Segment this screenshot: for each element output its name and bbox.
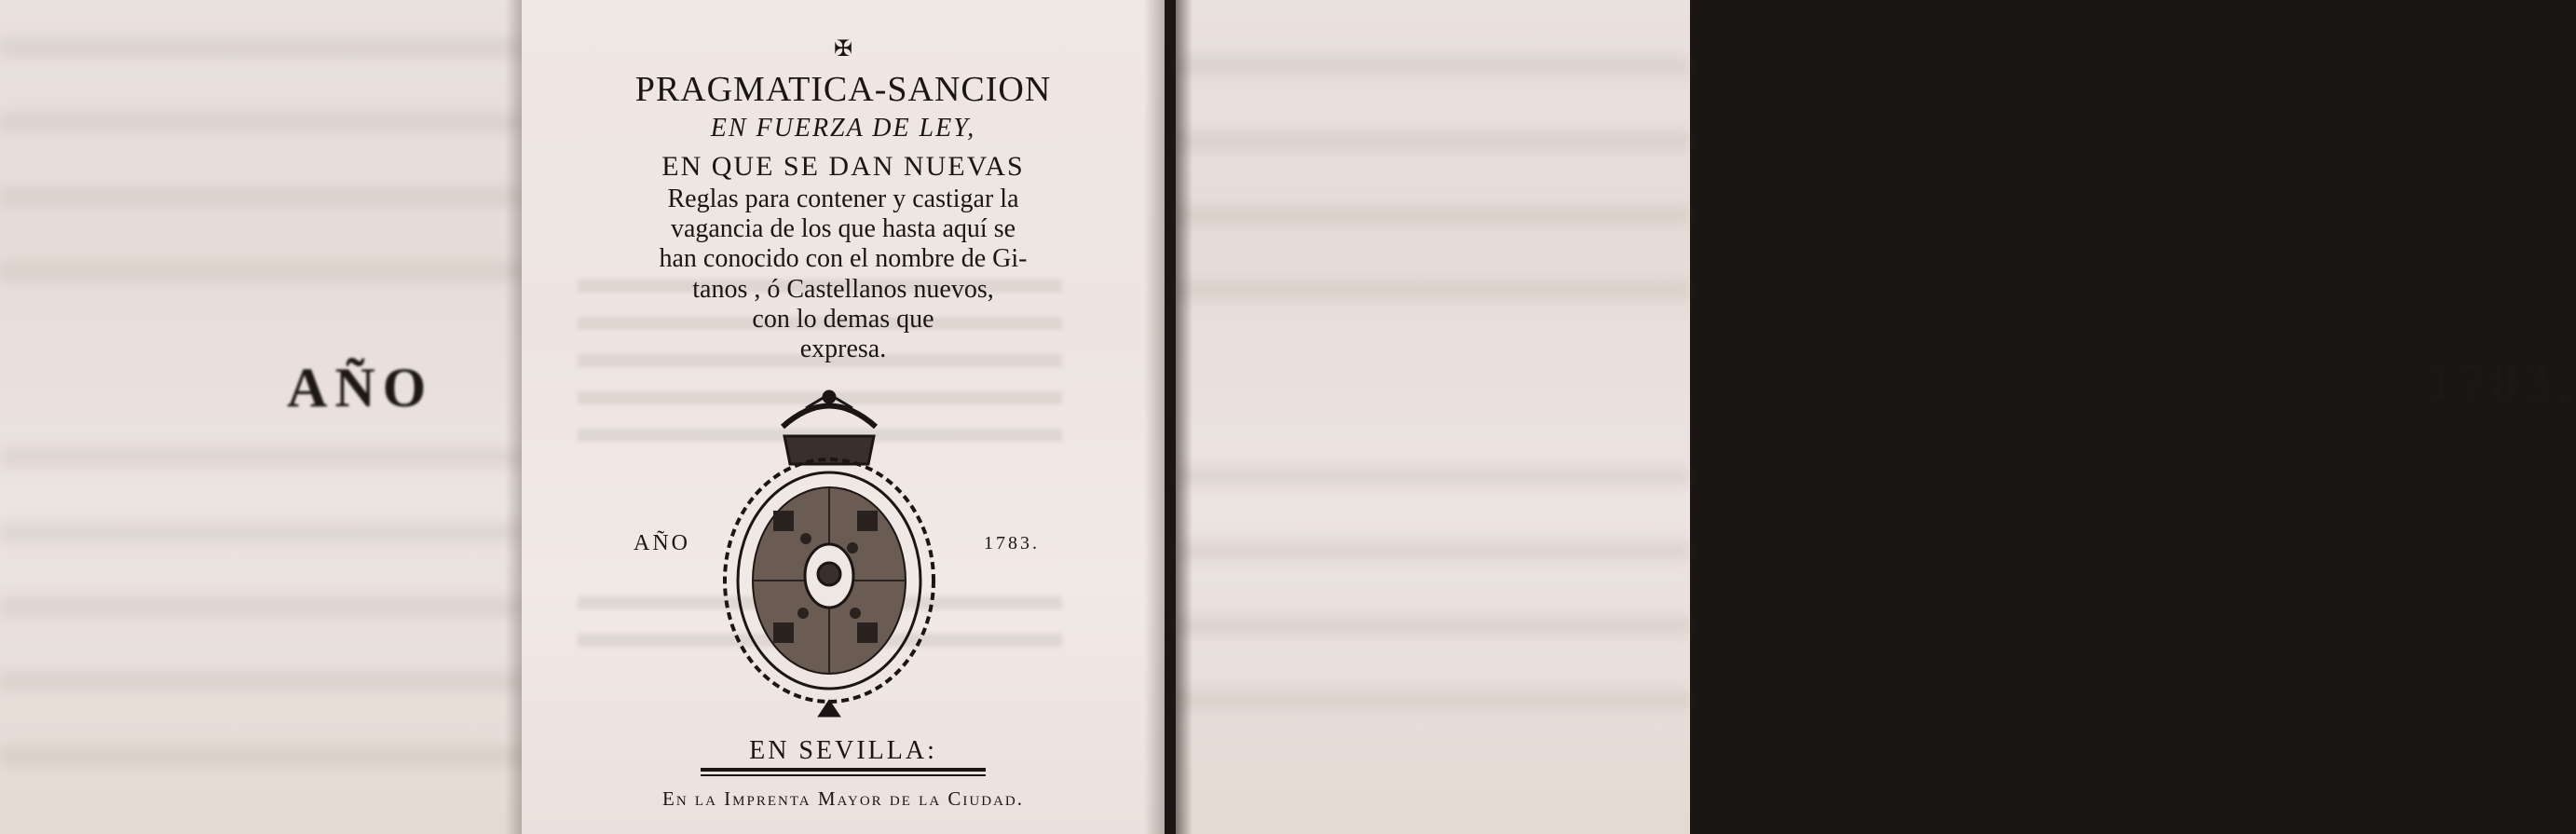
double-rule-bottom — [701, 774, 986, 776]
ghost-line — [0, 186, 522, 207]
left-blurred-panel — [0, 0, 522, 834]
royal-coat-of-arms — [717, 390, 941, 716]
ghost-line — [1176, 690, 1690, 710]
ghost-line — [0, 447, 522, 468]
enlarged-year-value: 1783. — [2426, 351, 2576, 412]
ghost-line — [0, 37, 522, 58]
page-edge-shadow — [1144, 0, 1165, 834]
document-page — [522, 0, 1165, 834]
panel-edge-shadow — [505, 0, 522, 834]
body-line: han conocido con el nombre de Gi- — [659, 244, 1028, 273]
maltese-cross-icon: ✠ — [833, 37, 853, 62]
year-label: AÑO — [634, 531, 690, 555]
place-of-printing: EN SEVILLA: — [749, 736, 937, 765]
ghost-line — [1176, 130, 1690, 151]
right-blurred-panel — [1176, 0, 2576, 834]
enlarged-year-label: AÑO — [287, 357, 434, 418]
ghost-line — [0, 261, 522, 281]
printer-line: En la Imprenta Mayor de la Ciudad. — [662, 787, 1024, 810]
body-line: vagancia de los que hasta aquí se — [670, 214, 1016, 243]
body-line: tanos , ó Castellanos nuevos, — [692, 275, 994, 304]
panel-edge-shadow — [1176, 0, 1193, 834]
double-rule-top — [701, 768, 986, 772]
ghost-line — [0, 112, 522, 132]
ghost-line — [0, 522, 522, 542]
document-heading: EN QUE SE DAN NUEVAS — [661, 151, 1025, 182]
ghost-line — [0, 671, 522, 691]
document-subtitle: EN FUERZA DE LEY, — [710, 114, 976, 143]
body-line: Reglas para contener y castigar la — [667, 185, 1019, 213]
body-line: con lo demas que — [752, 305, 934, 334]
year-value: 1783. — [984, 533, 1040, 554]
ghost-line — [1176, 56, 1690, 76]
ghost-line — [1176, 205, 1690, 226]
ghost-line — [1176, 615, 1690, 636]
ghost-line — [0, 745, 522, 766]
ghost-line — [1176, 280, 1690, 300]
document-title: PRAGMATICA-SANCION — [634, 70, 1052, 109]
ghost-line — [1176, 466, 1690, 486]
ghost-line — [1176, 540, 1690, 561]
ghost-line — [0, 596, 522, 617]
body-line: expresa. — [799, 335, 887, 363]
